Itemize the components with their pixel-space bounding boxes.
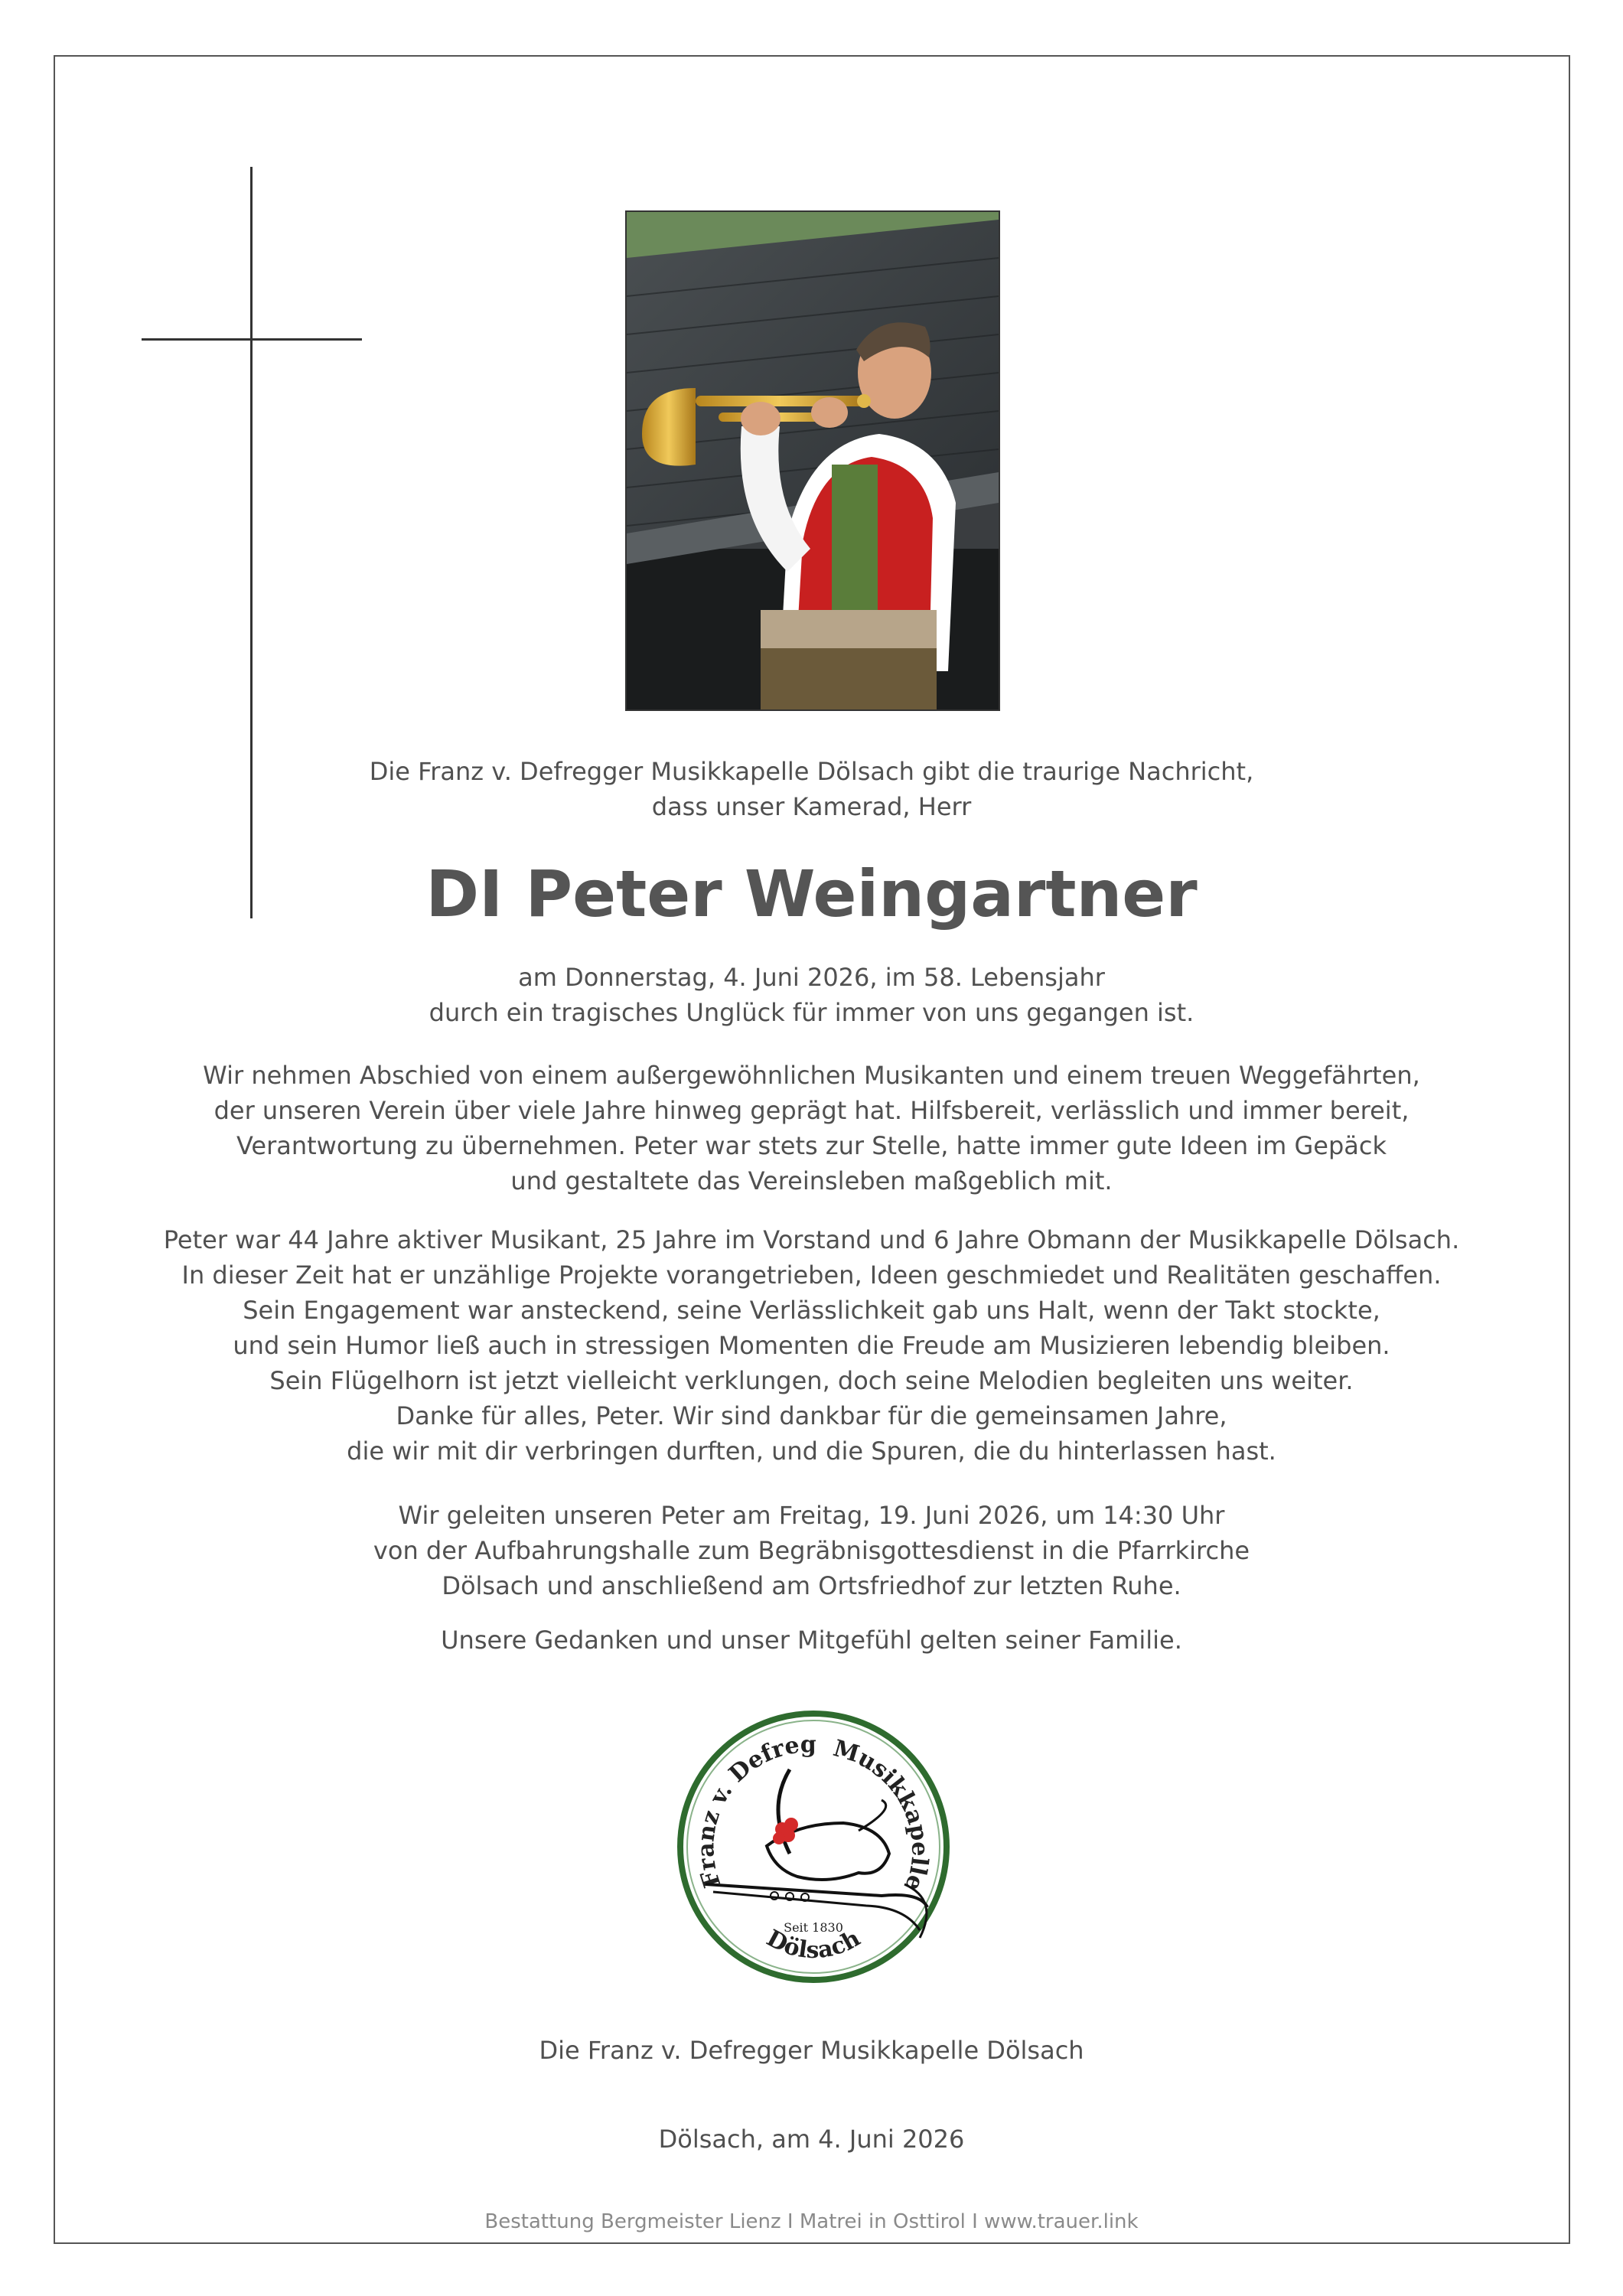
deceased-name: DI Peter Weingartner	[425, 856, 1198, 931]
logo-place: Dölsach	[761, 1925, 865, 1965]
portrait-photo	[625, 210, 1000, 711]
paragraph1-line: der unseren Verein über viele Jahre hinweg geprägt hat. Hilfsbereit, verlässlich und immer bereit,	[213, 1096, 1410, 1125]
funeral-line: Dölsach und anschließend am Ortsfriedhof zur letzten Ruhe.	[442, 1571, 1181, 1600]
logo-text-right: Musikkapelle	[829, 1735, 934, 1894]
paragraph1-line: Wir nehmen Abschied von einem außergewöhnlichen Musikanten und einem treuen Weggefährten,	[203, 1061, 1420, 1090]
musician-photo-illustration	[627, 212, 999, 709]
paragraph2-line: die wir mit dir verbringen durften, und die Spuren, die du hinterlassen hast.	[347, 1437, 1276, 1466]
funeral-line: Wir geleiten unseren Peter am Freitag, 19. Juni 2026, um 14:30 Uhr	[398, 1501, 1225, 1530]
paragraph2-line: In dieser Zeit hat er unzählige Projekte vorangetrieben, Ideen geschmiedet und Realitäten geschaffen.	[181, 1261, 1442, 1290]
funeral-line: von der Aufbahrungshalle zum Begräbnisgottesdienst in die Pfarrkirche	[373, 1536, 1250, 1565]
paragraph2-line: Danke für alles, Peter. Wir sind dankbar für die gemeinsamen Jahre,	[396, 1401, 1227, 1430]
logo-since: Seit 1830	[784, 1920, 843, 1935]
band-logo-icon	[675, 1708, 952, 1985]
logo-text-left: Franz v. Defreg	[693, 1731, 816, 1891]
paragraph2-line: Sein Flügelhorn ist jetzt vielleicht verklungen, doch seine Melodien begleiten uns weiter.	[269, 1366, 1354, 1395]
intro-line-1: Die Franz v. Defregger Musikkapelle Dölsach gibt die traurige Nachricht,	[369, 757, 1254, 786]
paragraph1-line: Verantwortung zu übernehmen. Peter war stets zur Stelle, hatte immer gute Ideen im Gepäck	[236, 1131, 1387, 1160]
band-logo	[675, 1708, 952, 1985]
intro-line-2: dass unser Kamerad, Herr	[651, 792, 972, 821]
paragraph2-line: Sein Engagement war ansteckend, seine Verlässlichkeit gab uns Halt, wenn der Takt stockte,	[243, 1296, 1380, 1325]
place-date: Dölsach, am 4. Juni 2026	[658, 2125, 965, 2154]
death-info-line-1: am Donnerstag, 4. Juni 2026, im 58. Lebensjahr	[518, 963, 1105, 992]
paragraph2-line: Peter war 44 Jahre aktiver Musikant, 25 Jahre im Vorstand und 6 Jahre Obmann der Musikkapelle Dölsach.	[163, 1225, 1460, 1254]
death-info-line-2: durch ein tragisches Unglück für immer von uns gegangen ist.	[429, 998, 1194, 1027]
footer: Bestattung Bergmeister Lienz I Matrei in Osttirol I www.trauer.link	[484, 2210, 1139, 2233]
paragraph1-line: und gestaltete das Vereinsleben maßgeblich mit.	[510, 1166, 1113, 1195]
cross-icon-horizontal	[142, 338, 362, 341]
signature: Die Franz v. Defregger Musikkapelle Dölsach	[539, 2036, 1084, 2065]
paragraph2-line: und sein Humor ließ auch in stressigen Momenten die Freude am Musizieren lebendig bleiben.	[233, 1331, 1390, 1360]
closing-line: Unsere Gedanken und unser Mitgefühl gelten seiner Familie.	[441, 1626, 1182, 1655]
